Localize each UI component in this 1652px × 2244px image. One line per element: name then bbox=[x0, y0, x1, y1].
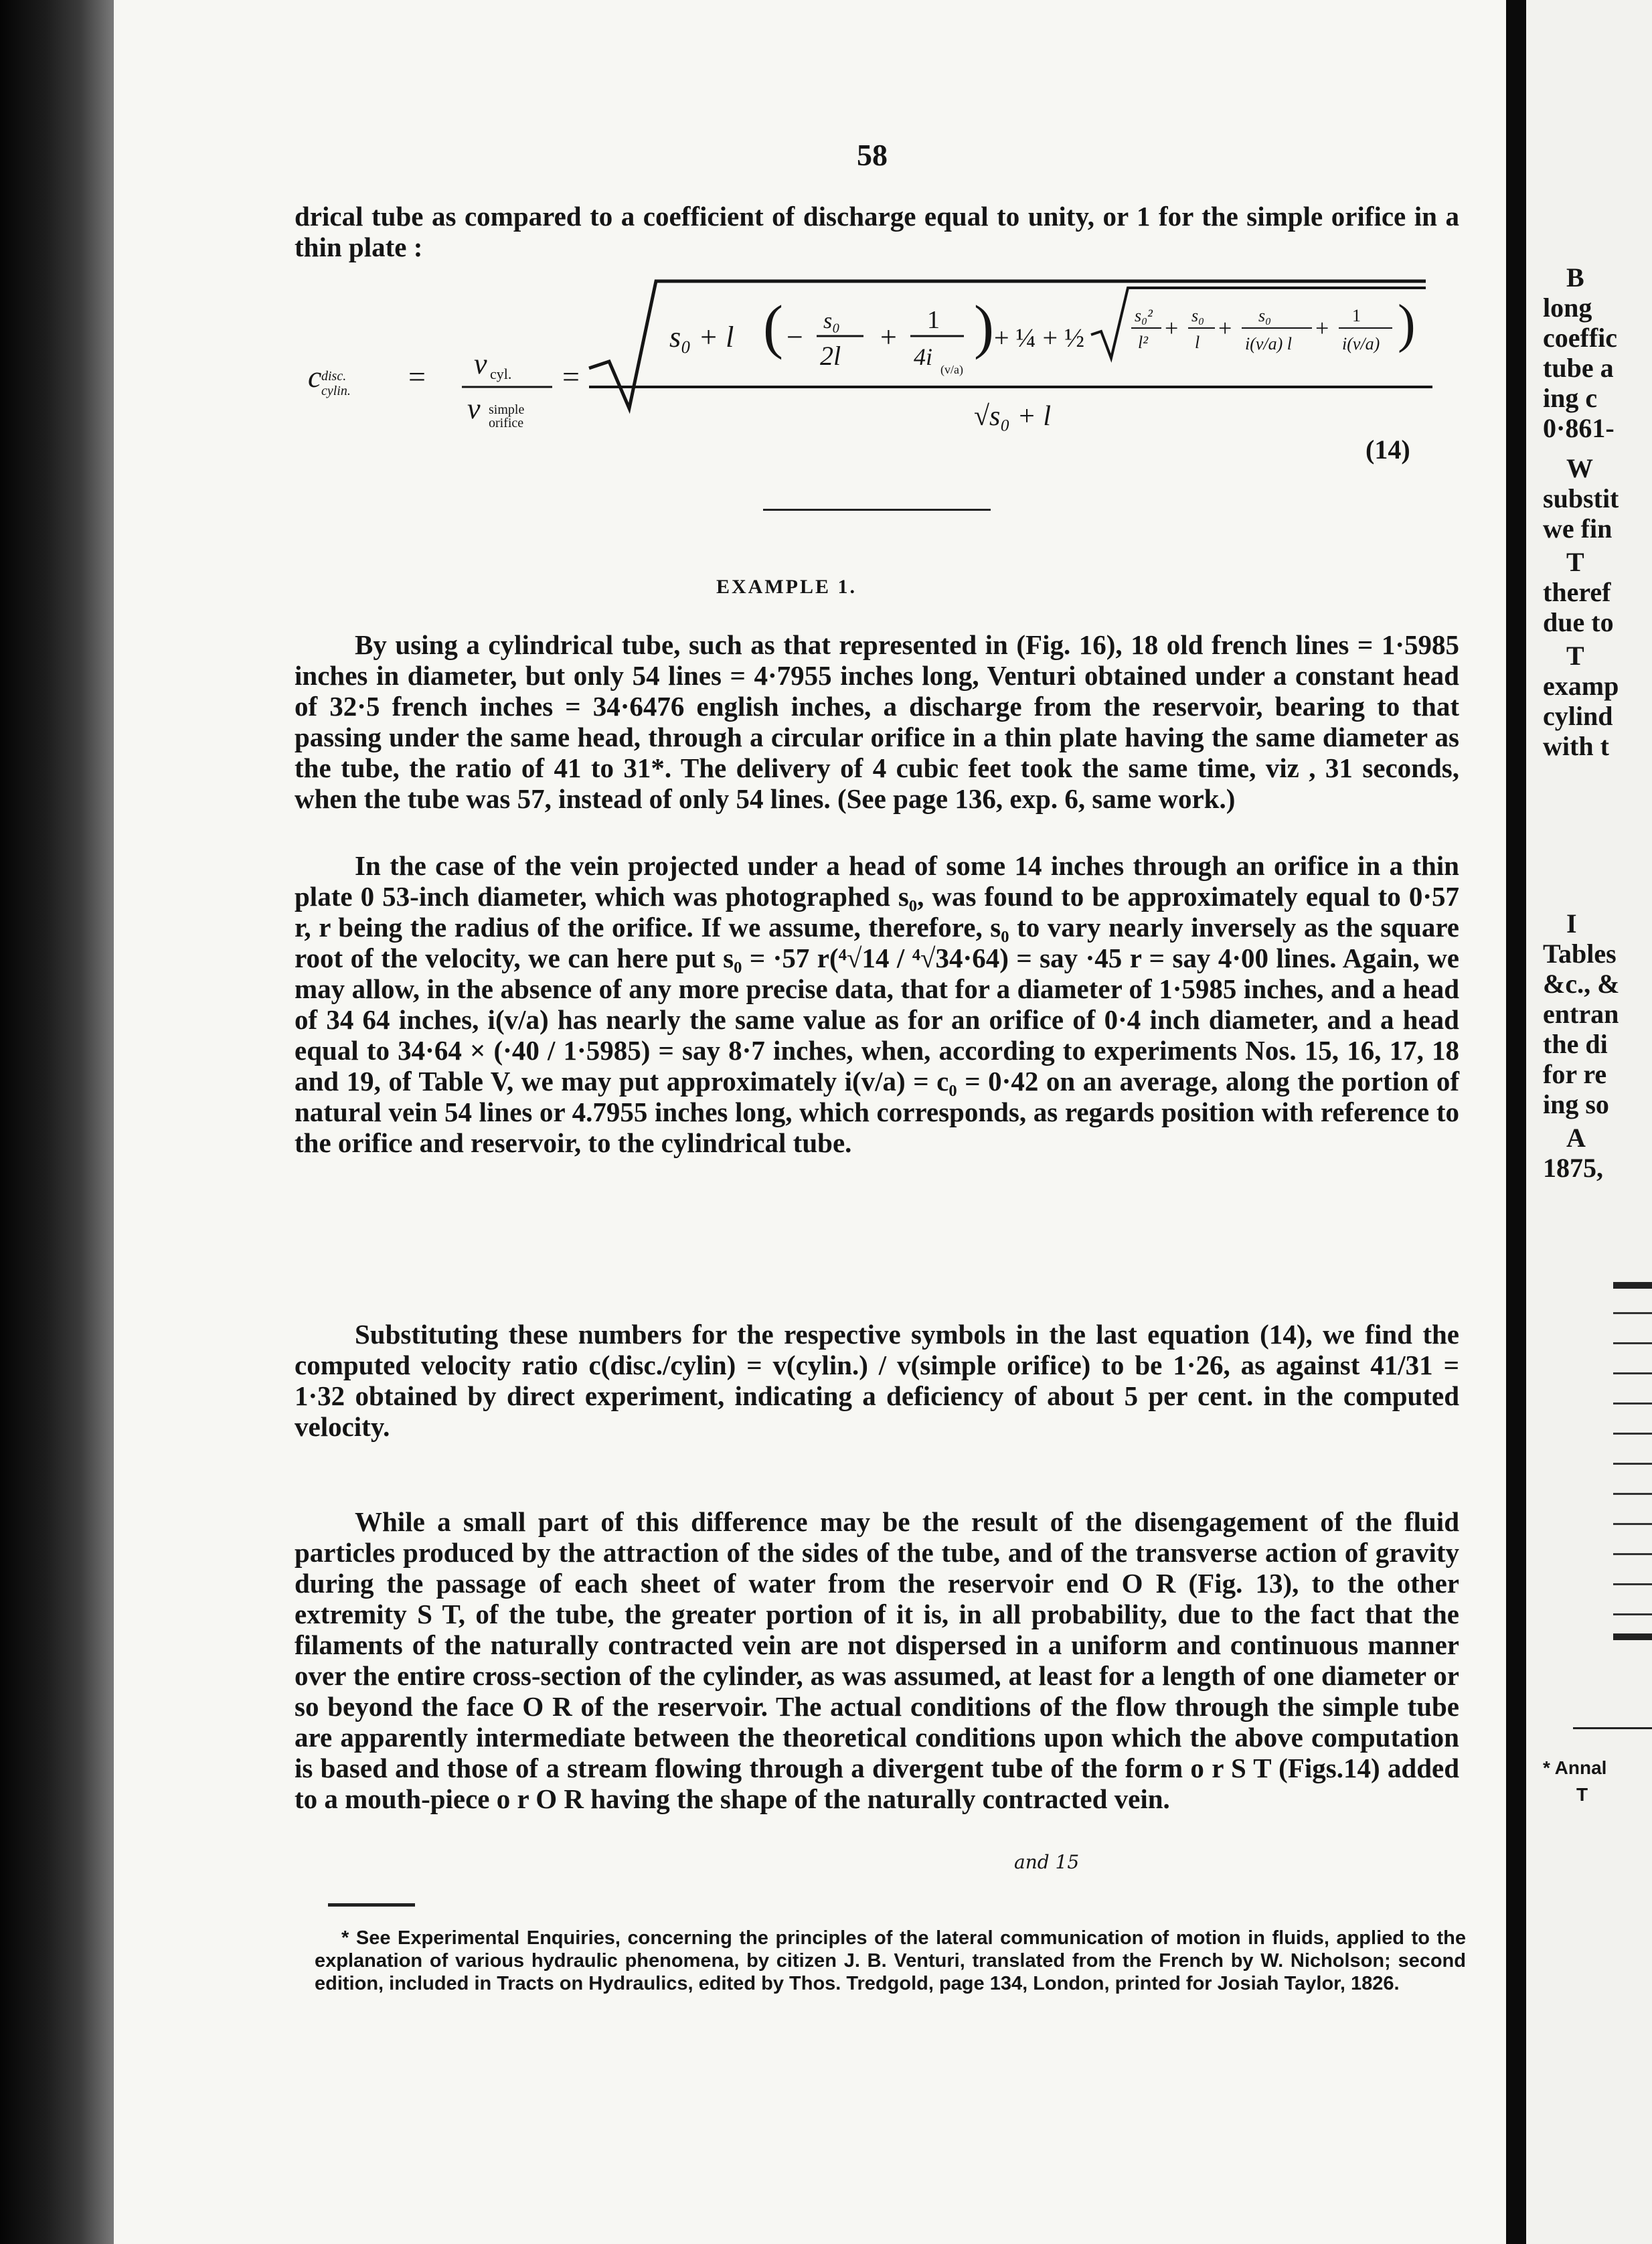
facing-footnote-rule bbox=[1573, 1727, 1652, 1729]
svg-text:i(v/a): i(v/a) bbox=[1342, 334, 1380, 353]
paragraph-2: In the case of the vein projected under a head of some 14 inches through an orifice in a thin plate 0 53-inch diameter, which was photographed s₀, was found to be approximately equal to 0·57 r, r being the radius of the orifice. If we assume, therefore, s₀ to vary nearly inversely as the square root of the velocity, we can here put s₀ = ·57 r(⁴√14 / ⁴√34·64) = say ·45 r = say 4·00 lines. Again, we may allow, in the absence of any more precise data, that for a diameter of 1·5985 inches, and a head of 34 64 inches, i(v/a) has nearly the same value as for an orifice of 0·4 inch diameter, and a head equal to 34·64 × (·40 / 1·5985) = say 8·7 inches, when, according to experiments Nos. 15, 16, 17, 18 and 19, of Table V, we may put approximately i(v/a) = c₀ = 0·42 on an average, along the portion of natural vein 54 lines or 4.7955 inches long, which corresponds, as regards position with reference to the orifice and reservoir, to the cylindrical tube. bbox=[295, 850, 1459, 1158]
facing-line: I bbox=[1566, 908, 1577, 939]
formula-ratio-num: v bbox=[474, 347, 487, 380]
table-rule bbox=[1613, 1282, 1652, 1289]
facing-line: long bbox=[1543, 293, 1592, 323]
table-rule bbox=[1613, 1433, 1652, 1435]
facing-line: with t bbox=[1543, 731, 1609, 761]
facing-line: B bbox=[1566, 262, 1584, 293]
facing-line: theref bbox=[1543, 577, 1611, 607]
svg-text:4i: 4i bbox=[914, 343, 933, 370]
facing-line: substit bbox=[1543, 483, 1619, 513]
facing-line: for re bbox=[1543, 1059, 1607, 1089]
facing-line: examp bbox=[1543, 671, 1619, 701]
facing-line: tube a bbox=[1543, 353, 1614, 383]
paragraph-4: While a small part of this difference may be the result of the disengagement of the fluid particles produced by the attraction of the sides of the tube, and of the transverse action of gravity during the passage of each sheet of water from the reservoir end O R (Fig. 13), to the other extremity S T, of the tube, the greater portion of it is, in all probability, due to the fact that the filaments of the naturally contracted vein are not dispersed in a uniform and continuous manner over the entire cross-section of the cylinder, as was assumed, at least for a length of one diameter or so beyond the face O R of the reservoir. The actual conditions of the flow through the simple tube are apparently intermediate between the theoretical conditions upon which the above computation is based and those of a stream flowing through a divergent tube of the form o r S T (Figs.14) added to a mouth-piece o r O R having the shape of the naturally contracted vein. bbox=[295, 1506, 1459, 1814]
table-rule bbox=[1613, 1523, 1652, 1525]
table-rule bbox=[1613, 1493, 1652, 1495]
svg-text:s₀: s₀ bbox=[1258, 306, 1272, 325]
formula-lhs: c bbox=[308, 359, 322, 394]
facing-line: due to bbox=[1543, 607, 1614, 637]
table-rule bbox=[1613, 1402, 1652, 1405]
table-rule bbox=[1613, 1633, 1652, 1640]
svg-text:1: 1 bbox=[927, 306, 940, 334]
svg-text:1: 1 bbox=[1352, 306, 1361, 325]
facing-line: W bbox=[1566, 453, 1593, 483]
example-heading: EXAMPLE 1. bbox=[716, 576, 857, 598]
formula-ratio-den: v bbox=[467, 392, 481, 425]
paragraph-3: Substituting these numbers for the respective symbols in the last equation (14), we find the computed velocity ratio c(disc./cylin) = v(cylin.) / v(simple orifice) to be 1·26, as against 41/31 = 1·32 obtained by direct experiment, indicating a deficiency of about 5 per cent. in the computed velocity. bbox=[295, 1319, 1459, 1442]
equation-number: (14) bbox=[1366, 434, 1410, 465]
svg-text:−: − bbox=[787, 321, 803, 353]
table-rule bbox=[1613, 1312, 1652, 1314]
footnote-rule bbox=[328, 1903, 415, 1907]
facing-line: A bbox=[1566, 1123, 1586, 1153]
table-rule bbox=[1613, 1463, 1652, 1465]
table-rule bbox=[1613, 1613, 1652, 1615]
formula-denominator: √s₀ + l bbox=[974, 401, 1052, 432]
facing-line: T bbox=[1566, 547, 1584, 577]
facing-line: ing so bbox=[1543, 1089, 1609, 1119]
svg-text:+: + bbox=[880, 321, 897, 353]
facing-line: T bbox=[1566, 641, 1584, 671]
facing-footnote-line: * Annal bbox=[1543, 1757, 1607, 1778]
page-number: 58 bbox=[857, 138, 888, 172]
formula-lhs-sub-2: cylin. bbox=[321, 384, 351, 398]
svg-text:s₀²: s₀² bbox=[1135, 306, 1153, 325]
svg-text:+ ¼ + ½: + ¼ + ½ bbox=[994, 323, 1085, 353]
svg-text:+: + bbox=[1315, 315, 1329, 341]
svg-text:s₀ + l: s₀ + l bbox=[669, 321, 734, 353]
svg-text:(: ( bbox=[763, 294, 783, 360]
footnote: * See Experimental Enquiries, concerning the principles of the lateral communication of motion in fluids, applied to the explanation of various hydraulic phenomena, by citizen J. B. Venturi, translated from the French by W. Nicholson; second edition, included in Tracts on Hydraulics, edited by Thos. Tredgold, page 134, London, printed for Josiah Taylor, 1826. bbox=[315, 1927, 1466, 1994]
facing-page bbox=[1526, 0, 1652, 2244]
svg-text:s₀: s₀ bbox=[823, 309, 841, 333]
svg-text:i(v/a) l: i(v/a) l bbox=[1245, 334, 1293, 353]
paragraph-1: By using a cylindrical tube, such as that represented in (Fig. 16), 18 old french lines = 1·5985 inches in diameter, but only 54 lines = 4·7955 inches long, Venturi obtained under a constant head of 32·5 french inches = 34·6476 english inches, a discharge from the reservoir, bearing to that passing under the same head, through a circular orifice in a thin plate having the same diameter as the tube, the ratio of 41 to 31*. The delivery of 4 cubic feet took the same time, viz , 31 seconds, when the tube was 57, instead of only 54 lines. (See page 136, exp. 6, same work.) bbox=[295, 629, 1459, 814]
facing-line: coeffic bbox=[1543, 323, 1618, 353]
facing-footnote-line: T bbox=[1576, 1784, 1588, 1805]
facing-line: 1875, bbox=[1543, 1153, 1603, 1183]
table-rule bbox=[1613, 1372, 1652, 1374]
table-rule bbox=[1613, 1553, 1652, 1555]
intro-paragraph: drical tube as compared to a coefficient of discharge equal to unity, or 1 for the simple orifice in a thin plate : bbox=[295, 201, 1459, 262]
svg-text:l: l bbox=[1195, 333, 1200, 352]
handwritten-annotation: and 15 bbox=[1014, 1851, 1080, 1873]
formula-lhs-sub-1: disc. bbox=[321, 369, 347, 384]
facing-line: we fin bbox=[1543, 513, 1613, 544]
formula-ratio-den-sub-2: orifice bbox=[489, 416, 524, 430]
svg-text:s₀: s₀ bbox=[1191, 306, 1205, 325]
svg-text:=: = bbox=[562, 359, 580, 394]
facing-line: the di bbox=[1543, 1029, 1608, 1059]
facing-line: entran bbox=[1543, 999, 1619, 1029]
svg-text:2l: 2l bbox=[820, 341, 841, 371]
svg-text:+: + bbox=[1165, 315, 1179, 341]
formula-14 bbox=[295, 268, 1459, 489]
facing-line: &c., & bbox=[1543, 969, 1620, 999]
book-gutter bbox=[0, 0, 114, 2244]
svg-text:l²: l² bbox=[1138, 333, 1149, 352]
facing-line: 0·861- bbox=[1543, 413, 1615, 443]
table-rule bbox=[1613, 1583, 1652, 1585]
svg-text:(v/a): (v/a) bbox=[940, 363, 963, 376]
svg-text:+: + bbox=[1218, 315, 1232, 341]
section-divider bbox=[763, 509, 991, 511]
svg-text:): ) bbox=[974, 294, 994, 360]
svg-text:=: = bbox=[408, 359, 426, 394]
svg-text:): ) bbox=[1398, 295, 1416, 353]
facing-line: ing c bbox=[1543, 383, 1598, 413]
formula-ratio-den-sub-1: simple bbox=[489, 402, 525, 417]
table-rule bbox=[1613, 1342, 1652, 1344]
facing-line: Tables bbox=[1543, 939, 1617, 969]
facing-line: cylind bbox=[1543, 701, 1613, 731]
book-spine bbox=[1506, 0, 1526, 2244]
formula-ratio-num-sub: cyl. bbox=[490, 366, 512, 382]
